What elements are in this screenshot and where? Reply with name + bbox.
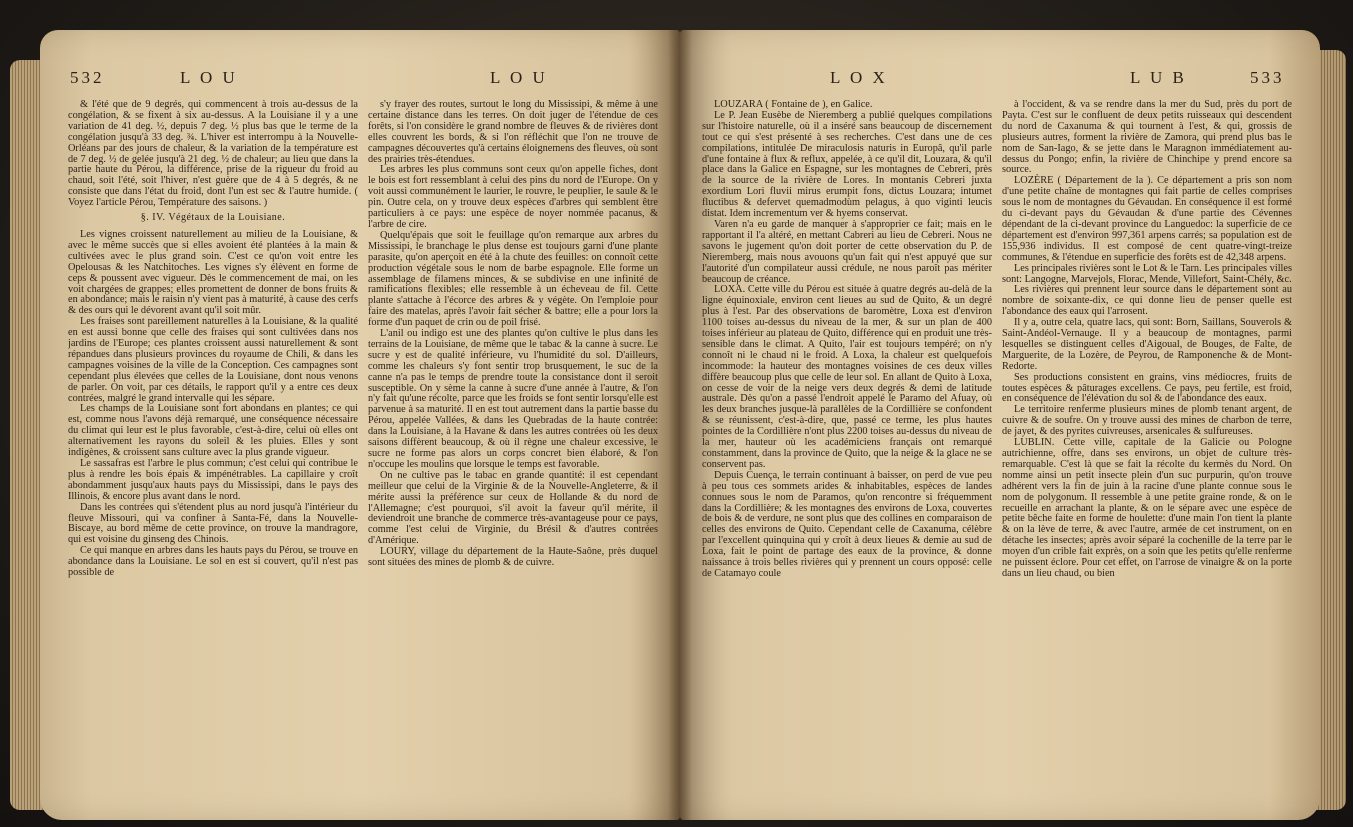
paragraph: Ce qui manque en arbres dans les hauts pays du Pérou, se trouve en abondance dans la Louisiane. Le sol en est si couvert, qu'il n'est pas possible de — [68, 545, 358, 579]
page-edges-left — [10, 60, 44, 810]
paragraph: Les vignes croissent naturellement au milieu de la Louisiane, & avec le même succès que si elles avoient été plantées à la main & cultivées avec le plus grand soin. C'est ce qu'on voit entre les Opelousas & les Natchitoches. Les vignes s'y élèvent en forme de ceps & poussent avec vigueur. Dès le commencement de mai, on les voit chargées de grappes; elles promettent de donner de bons fruits & en abondance; mais le raisin n'y vient pas à maturité, à cause des cerfs & des ours qui le dévorent avant qu'il soit mûr. — [68, 228, 358, 317]
book-gutter — [668, 30, 692, 820]
running-head: L U B — [1130, 68, 1187, 87]
paragraph: On ne cultive pas le tabac en grande quantité: il est cependant meilleur que celui de la Virginie & de la Nouvelle-Angleterre, & il mérite aussi la préférence sur ceux de Hollande & du nord de l'Allemagne; c'est pourquoi, s'il avoit la faveur qu'il mérite, il deviendroit une branche de commerce très-avantageuse pour ce pays, comme l'est celui de Virginie, du Brésil & d'autres contrées d'Amérique. — [368, 469, 658, 547]
paragraph: Il y a, outre cela, quatre lacs, qui sont: Born, Saillans, Souverols & Saint-Andéol-Vernauge. Il y a beaucoup de montagnes, parmi lesquelles se distinguent celles d'Aigoual, de Bouges, de Falte, de Marguerite, de la Lozère, de Peyrou, de Ramponenche & de Mont-Redorte. — [1002, 317, 1292, 372]
section-heading: §. IV. Végétaux de la Louisiane. — [140, 212, 286, 224]
paragraph: Quelqu'épais que soit le feuillage qu'on remarque aux arbres du Mississipi, le branchage le plus dense est toujours garni d'une plante parasite, qu'on aperçoit en été à la chute des feuilles: on connoît cette production végétale sous le nom de barbe espagnole. Elle forme un assemblage de filamens minces, & se subdivise en une infinité de ramifications flexibles; elle ressemble à un écheveau de fil. Cette plante s'attache à l'écorce des arbres & y végète. On l'emploie pour faire des matelas, après l'avoir fait sécher & battre; elle a pour lors la forme d'un paquet de crin ou de poil frisé. — [368, 229, 658, 329]
running-head: L O X — [830, 68, 888, 87]
left-page — [40, 30, 680, 820]
page-edges-right — [1316, 50, 1346, 810]
paragraph: Le sassafras est l'arbre le plus commun; c'est celui qui contribue le plus à rendre les bois épais & impénétrables. La capillaire y croît abondamment jusqu'aux hauts pays du Mississipi, dans le pays des Illinois, & encore plus avant dans le nord. — [68, 458, 358, 502]
paragraph: Ses productions consistent en grains, vins médiocres, fruits de toutes espèces & pâturages excellens. Ce pays, peu fertile, est froid, en conséquence de l'élévation du sol & de l'abondance des eaux. — [1002, 371, 1292, 405]
paragraph: Les arbres les plus communs sont ceux qu'on appelle fiches, dont le bois est fort ressemblant à celui des pins du nord de l'Europe. On y voit aussi communément le laurier, le rouvre, le peuplier, le saule & le pin. Outre cela, on y trouve deux espèces d'arbres qui semblent être particuliers à ce pays: une espèce de noyer nommée pacanus, & l'arbre de cire. — [368, 164, 658, 230]
paragraph: à l'occident, & va se rendre dans la mer du Sud, près du port de Payta. C'est sur le confluent de deux petits ruisseaux qui descendent du nord de Caxanuma & qui tournent à l'est, & qui, grossis de plusieurs autres, forment la rivière de Zamora, qui prend plus bas le nom de San-Iago, & se jette dans le Maragnon immédiatement au-dessus du Pongo; enfin, la rivière de Chinchipe y prend encore sa source. — [1002, 100, 1292, 176]
paragraph: Les fraises sont pareillement naturelles à la Louisiane, & la qualité en est aussi bonne que celle des fraises qui sont cultivées dans nos jardins de l'Europe; ces plantes croissent aussi naturellement & sont répandues dans plusieurs provinces du royaume de Chili, & dans les campagnes voisines de la ville de la Conception. Ces campagnes sont cependant plus élevées que celles de la Louisiane, dont nous venons de parler. On voit, par ces détails, le rapport qu'il y a entre ces deux contrées, malgré le grand intervalle qui les sépare. — [68, 316, 358, 404]
paragraph: LOURY, village du département de la Haute-Saône, près duquel sont situées des mines de plomb & de cuivre. — [368, 546, 658, 569]
paragraph: LUBLIN. Cette ville, capitale de la Galicie ou Pologne autrichienne, offre, dans ses environs, un objet de culture très-remarquable. C'est là que se fait la récolte du kermès du Nord. On nomme ainsi un petit insecte plein d'un suc purpurin, qu'on trouve adhérent vers la fin de juin à la racine d'une plante connue sous le nom de polygonum. Il ressemble à une petite graine ronde, & on le recueille en arrachant la plante, & on le sépare avec une espèce de petite bêche faite en forme de houlette: d'une main l'on tient la plante & on la lève de terre, & avec l'autre, armée de cet instrument, on en détache les insectes; après avoir séparé la cochenille de la terre par le moyen d'un crible fait exprès, on a soin que les petits qu'elle renferme ne puissent éclore. Pour cet effet, on l'arrose de vinaigre & on la porte dans un lieu chaud, ou bien — [1002, 437, 1292, 579]
paragraph: LOUZARA ( Fontaine de ), en Galice. — [714, 100, 873, 110]
paragraph: Varen n'a eu garde de manquer à s'approprier ce fait; mais en le rapportant il l'a altéré, en mettant Cabreri au lieu de Cebreri. Nous ne savons le jugement qu'on doit porter de cette observation du P. de Nieremberg, mais nous avouons qu'un fait qui n'est appuyé que sur l'autorité d'un compilateur aussi crédule, ne nous paroît pas mériter beaucoup de créance. — [702, 218, 992, 285]
right-column-2 — [1002, 100, 1292, 810]
paragraph: Le territoire renferme plusieurs mines de plomb tenant argent, de cuivre & de soufre. On y trouve aussi des mines de charbon de terre, de jayet, & des pyrites cuivreuses, arsenicales & sulfureuses. — [1002, 404, 1292, 438]
paragraph: Les champs de la Louisiane sont fort abondans en plantes; ce qui est, comme nous l'avons déjà remarqué, une conséquence nécessaire du climat qui leur est le plus favorable, c'est-à-dire, celui où elles ont alternativement les rayons du soleil & les pluies. Elles y sont indigènes, & croissent sans culture avec la plus grande vigueur. — [68, 403, 358, 459]
paragraph: & l'été que de 9 degrés, qui commencent à trois au-dessus de la congélation, & se fixent à six au-dessus. A la Louisiane il y a une variation de 41 deg. ½, depuis 7 deg. ½ plus bas que le terme de la congélation jusqu'à 33 deg. ¾. L'hiver est interrompu à la Nouvelle-Orléans par des jours de chaleur, & la variation de la température est de 7 deg. ½ de gelée jusqu'à 21 deg. ½ de chaleur; au lieu que dans la partie haute du Pérou, la différence, prise de la rigueur du froid au chaud, soit l'été, soit l'hiver, n'est guère que de 4 à 5 degrés, & ne consiste que dans l'état du froid, dont l'un est sec & l'autre humide. ( Voyez l'article Pérou, Température des saisons. ) — [68, 100, 358, 209]
right-column-1 — [702, 100, 992, 810]
paragraph: LOXA. Cette ville du Pérou est située à quatre degrés au-delà de la ligne équinoxiale, environ cent lieues au sud de Quito, & un degré plus à l'est. Par des observations de baromètre, Loxa est d'environ 1100 toises au-dessus du niveau de la mer, & sur un plan de 400 toises inférieur au plateau de Quito, différence qui en produit une très-sensible dans le climat. A Quito, l'air est toujours tempéré; on n'y connoît ni le chaud ni le froid. A Loxa, la chaleur est quelquefois incommode: la hauteur des montagnes voisines de ces deux villes diffère beaucoup plus que celle de leur sol. En allant de Quito à Loxa, on cesse de voir de la neige vers deux degrés & demi de latitude australe. Dès qu'on a passé l'endroit appelé le Paramo del Afuay, où les deux branches jusque-là parallèles de la Cordillière se confondent & se réunissent, c'est-à-dire, que, passé ce terme, les plus hautes pointes de la Cordillière n'ont plus 2200 toises au-dessus du niveau de la mer, hauteur où les académiciens français ont remarqué constamment, dans la province de Quito, que la neige & la glace ne se conservent pas. — [702, 284, 992, 470]
paragraph: Les principales rivières sont le Lot & le Tarn. Les principales villes sont: Langogne, Marvejols, Florac, Mende, Villefort, Saint-Chély, &c. — [1002, 262, 1292, 285]
left-page-header — [40, 68, 680, 92]
paragraph: Les rivières qui prennent leur source dans le département sont au nombre de soixante-dix, ce qui donne lieu de penser quelle est l'abondance des eaux qui l'arrosent. — [1002, 284, 1292, 318]
page-number: 533 — [1250, 68, 1285, 87]
running-head: L O U — [490, 68, 548, 87]
paragraph: LOZÈRE ( Département de la ). Ce département a pris son nom d'une petite chaîne de montagnes qui fait partie de celles comprises sous le nom de montagnes du Gévaudan. En conséquence il est formé du ci-devant pays du Gévaudan & d'une partie des Cévennes dépendant de la ci-devant province du Languedoc: la superficie de ce département est d'environ 997,361 arpens carrés; sa population est de 155,936 individus. Il est composé de cent quatre-vingt-treize communes, & l'étendue en superficie des forêts est de 42,348 arpens. — [1002, 175, 1292, 263]
running-head: L O U — [180, 68, 238, 87]
page-number: 532 — [70, 68, 105, 87]
right-page-header — [680, 68, 1320, 92]
paragraph: L'anil ou indigo est une des plantes qu'on cultive le plus dans les terrains de la Louisiane, de même que le tabac & la canne à sucre. Le sucre y est de qualité inférieure, vu l'humidité du sol. D'ailleurs, comme les chaleurs s'y font sentir trop brusquement, le suc de la canne n'a pas le temps de prendre toute la consistance dont il seroit susceptible. On y sème la canne à sucre d'une année à l'autre, & l'on n'y fait qu'une récolte, parce que les froids se font sentir lorsqu'elle est parvenue à sa maturité. Il en est tout autrement dans la partie basse du Pérou, appelée Vallées, & dans les Quebradas de la haute contrée: dans la Louisiane, à la Havane & dans les autres contrées où les deux saisons diffèrent beaucoup, & où il règne une chaleur excessive, le sucre ne forme pas alors un corps concret bien élaboré, & l'on n'occupe les moulins que lorsque le temps est favorable. — [368, 328, 658, 470]
right-page — [680, 30, 1320, 820]
paragraph: Dans les contrées qui s'étendent plus au nord jusqu'à l'intérieur du fleuve Missouri, qui va confiner à Santa-Fé, dans la Nouvelle-Biscaye, au bord même de cette province, on trouve la mandragore, qui est voisine du ginseng des Chinois. — [68, 501, 358, 546]
paragraph: Le P. Jean Eusèbe de Nieremberg a publié quelques compilations sur l'histoire naturelle, où il a inséré sans beaucoup de discernement tout ce qui s'est présenté à ses recherches. C'est dans une de ces compilations, intitulée De miraculosis naturis in Europâ, qu'il parle d'une fontaine à flux & reflux, appelée, à ce qu'il dit, Louzara, & qu'il place dans la Galice en Espagne, sur les montagnes de Cebreri, près de la source de la rivière de Lores. In montanis Cebreri juxta exordium Lori fluvii mirus erumpit fons, dictus Louzara; intumet fluctibus & defervet quemadmodùm pelagus, à quo viginti leucis distat. Idem incrementum ver & hyems conservat. — [702, 109, 992, 220]
left-column-1 — [68, 100, 358, 810]
paragraph: s'y frayer des routes, surtout le long du Mississipi, & même à une certaine distance dans les terres. On doit juger de l'étendue de ces forêts, si l'on considère le grand nombre de fleuves & de rivières dont elles couvrent les bords, & si l'on réfléchit que l'on ne trouve de campagnes découvertes qu'à certains éloignemens des fleuves, où sont des prairies très-étendues. — [368, 100, 658, 165]
paragraph: Depuis Cuença, le terrain continuant à baisser, on perd de vue peu à peu tous ces sommets arides & inhabitables, espèces de landes connues sous le nom de Paramos, qu'on rencontre si fréquemment dans la Cordillière; & les montagnes des environs de Loxa, couvertes de bois & de verdure, ne sont plus que des collines en comparaison de celles des environs de Quito. Cependant celle de Caxanuma, célèbre par l'excellent quinquina qui y croît à deux lieues & demie au sud de Loxa, fait le point de partage des eaux de la province, & donne naissance à trois belles rivières qui y prennent un cours opposé: celle de Catamayo coule — [702, 469, 992, 579]
left-column-2 — [368, 100, 658, 810]
